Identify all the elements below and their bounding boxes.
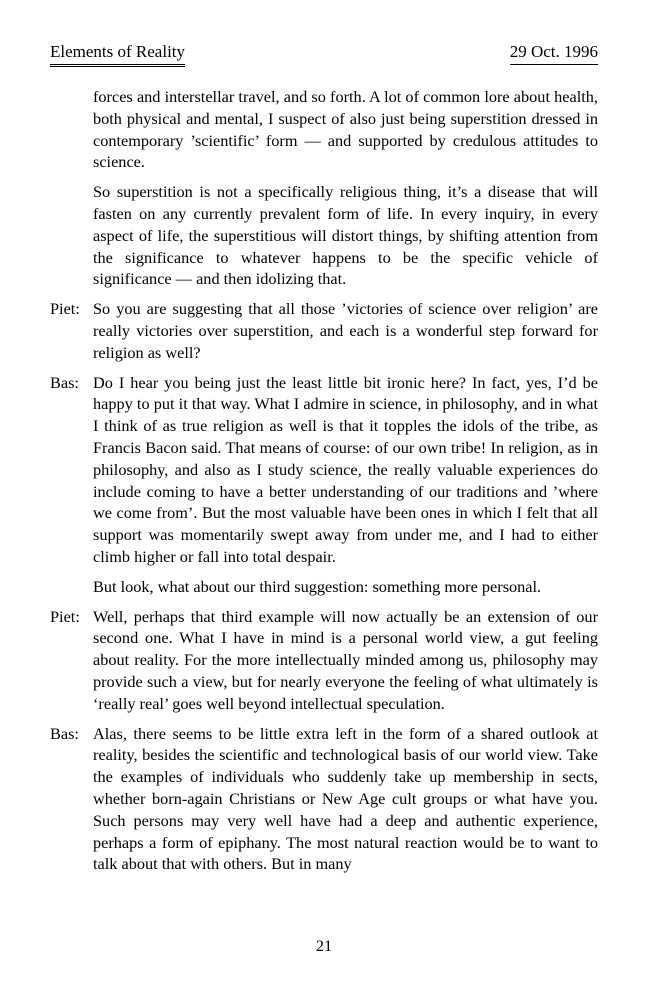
- page-number: 21: [315, 936, 333, 955]
- speaker-label: [50, 576, 93, 598]
- paragraph-text: Well, perhaps that third example will now actually be an extension of our second one. What I have in mind is a personal world view, a gut feeling about reality. For the more intellectually minded among us, philosophy may provide such a view, but for nearly everyone the feeling of what ultimately is ‘really real’ goes well beyond intellectual speculation.: [93, 606, 598, 713]
- dialogue-paragraph: [50, 372, 598, 568]
- dialogue-paragraph: [50, 86, 598, 173]
- running-title: Elements of Reality: [50, 42, 185, 67]
- page-header: [50, 42, 598, 67]
- speaker-label: [50, 86, 93, 173]
- speaker-label: Piet:: [50, 299, 80, 319]
- speaker-label: Piet:: [50, 606, 80, 626]
- dialogue-paragraph: [50, 576, 598, 598]
- paragraph-text: forces and interstellar travel, and so forth. A lot of common lore about health, both physical and mental, I suspect of also just being superstition dressed in contemporary ’scientific’ form — and supported by credulous attitudes to science.: [93, 87, 598, 172]
- speaker-label: [50, 181, 93, 290]
- paragraph-text: But look, what about our third suggestion: something more personal.: [93, 576, 542, 596]
- dialogue-paragraph: [50, 181, 598, 290]
- speaker-label: Bas:: [50, 723, 79, 743]
- dialogue-paragraph: [50, 723, 598, 876]
- paragraph-text: Do I hear you being just the least little bit ironic here? In fact, yes, I’d be happy to put it that way. What I admire in science, in philosophy, and in what I think of as true religion as well is that it topples the idols of the tribe, as Francis Bacon said. That means of course: of our own tribe! In religion, as in philosophy, and also as I study science, the really valuable experiences do include coming to have a better understanding of our traditions and ’where we come from’. But the most valuable have been ones in which I felt that all support was momentarily swept away from under me, and I had to either climb higher or fall into total despair.: [93, 372, 598, 566]
- paragraph-text: So you are suggesting that all those ’victories of science over religion’ are really victories over superstition, and each is a wonderful step forward for religion as well?: [93, 299, 598, 362]
- page-footer: [50, 936, 598, 956]
- speaker-label: Bas:: [50, 372, 79, 392]
- paragraph-text: Alas, there seems to be little extra left in the form of a shared outlook at reality, besides the scientific and technological basis of our world view. Take the examples of individuals who suddenly take up membership in sects, whether born-again Christians or New Age cult groups or what have you. Such persons may very well have had a deep and authentic experience, perhaps a form of epiphany. The most natural reaction would be to want to talk about that with others. But in many: [93, 723, 598, 874]
- paragraph-text: So superstition is not a specifically religious thing, it’s a disease that will fasten on any currently prevalent form of life. In every inquiry, in every aspect of life, the superstitious will distort things, by shifting attention from the significance to whatever happens to be the specific vehicle of significance — and then idolizing that.: [93, 182, 598, 289]
- page-body: [50, 86, 598, 883]
- dialogue-paragraph: [50, 298, 598, 363]
- dialogue-paragraph: [50, 606, 598, 715]
- running-date: 29 Oct. 1996: [510, 42, 598, 65]
